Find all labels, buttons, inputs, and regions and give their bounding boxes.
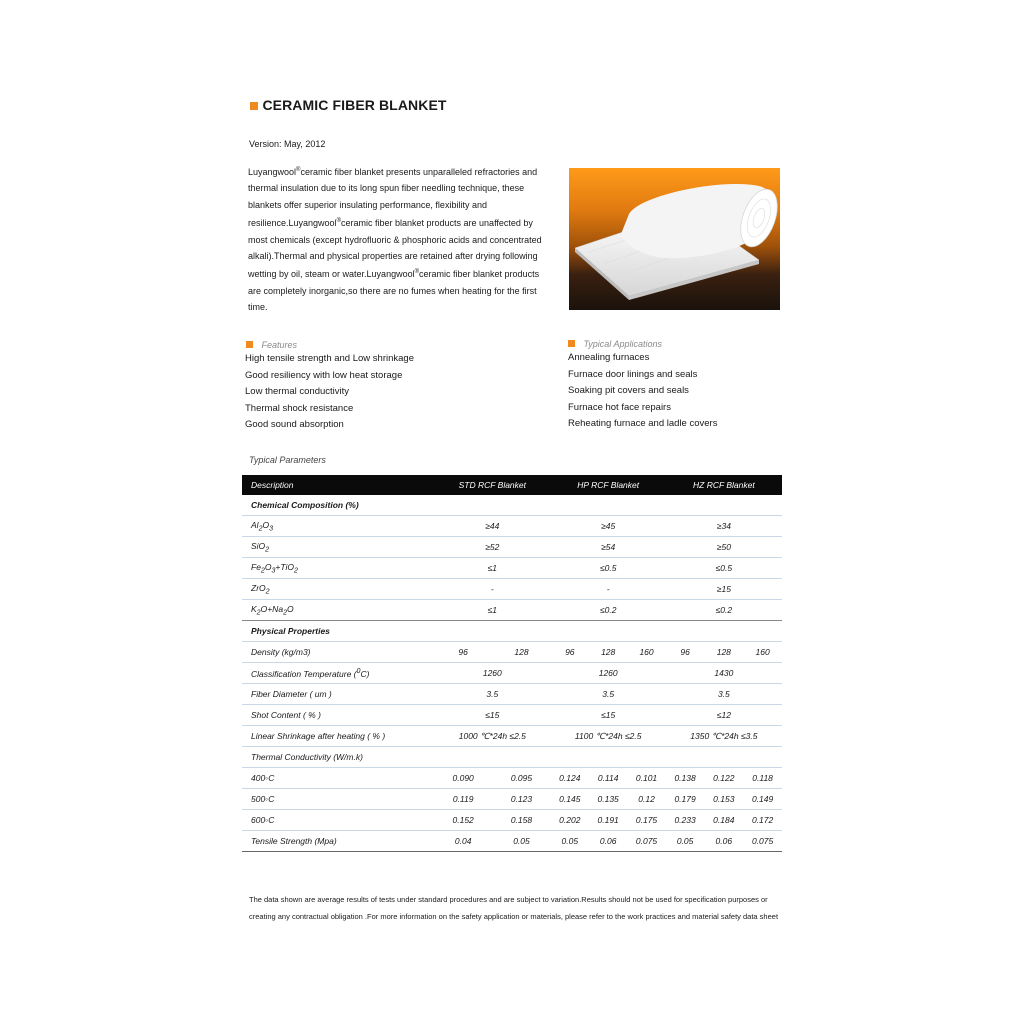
cell: 1430 bbox=[666, 663, 782, 684]
cell: ≤0.5 bbox=[551, 558, 666, 579]
cell: 0.202 bbox=[551, 810, 589, 831]
table-row bbox=[242, 558, 782, 579]
cell: 128 bbox=[589, 642, 627, 663]
cell: 0.138 bbox=[666, 768, 705, 789]
row-label: Density (kg/m3) bbox=[242, 642, 434, 663]
params-title: Typical Parameters bbox=[249, 455, 326, 465]
cell: 0.090 bbox=[434, 768, 492, 789]
cell: ≥15 bbox=[666, 579, 782, 600]
table-row bbox=[242, 579, 782, 600]
features-bullet-icon bbox=[246, 341, 253, 348]
cell: 160 bbox=[743, 642, 782, 663]
cell: - bbox=[434, 579, 551, 600]
row-label: $K_2O+Na_2O$ bbox=[242, 600, 434, 621]
cell: 96 bbox=[666, 642, 705, 663]
list-item: Low thermal conductivity bbox=[245, 386, 350, 398]
cell: 1100 ℃*24h ≤2.5 bbox=[551, 726, 666, 747]
intro-paragraph: Luyangwool®ceramic fiber blanket presents unparalleled refractories and thermal insulation due to its long spun fiber needling technique, these blankets offer superior insulating performance, flexibility and resilience.Luyangwool®ceramic fiber blanket products are unaffected by most chemicals (except hydrofluoric & phosphoric acids and concentrated alkali).Thermal and physical properties are retained after drying following wetting by oil, steam or water.Luyangwool®ceramic fiber blanket products are completely inorganic,so there are no fumes when heating for the first time. bbox=[248, 167, 542, 313]
cell: 0.153 bbox=[704, 789, 743, 810]
cell: ≥50 bbox=[666, 537, 782, 558]
cell: ≤0.2 bbox=[551, 600, 666, 621]
cell: ≤1 bbox=[434, 600, 551, 621]
version-text: Version: May, 2012 bbox=[249, 139, 326, 149]
cell: 0.123 bbox=[492, 789, 550, 810]
list-item: Annealing furnaces bbox=[568, 352, 650, 363]
phys-section-title: Physical Properties bbox=[242, 621, 782, 642]
cell: 0.122 bbox=[704, 768, 743, 789]
table-row bbox=[242, 726, 782, 747]
table-row bbox=[242, 831, 782, 852]
cell: - bbox=[551, 579, 666, 600]
row-label: Shot Content ( % ) bbox=[242, 705, 434, 726]
cell: 1000 ℃*24h ≤2.5 bbox=[434, 726, 551, 747]
col-header-hp: HP RCF Blanket bbox=[551, 475, 666, 495]
col-header-hz: HZ RCF Blanket bbox=[666, 475, 782, 495]
col-header-description: Description bbox=[242, 475, 434, 495]
features-list bbox=[245, 351, 414, 434]
table-row bbox=[242, 789, 782, 810]
page-title-block bbox=[250, 97, 447, 115]
applications-title: Typical Applications bbox=[583, 339, 662, 349]
cell: 0.119 bbox=[434, 789, 492, 810]
cell: 0.179 bbox=[666, 789, 705, 810]
table-header-row bbox=[242, 475, 782, 495]
cell: ≤1 bbox=[434, 558, 551, 579]
cell: ≥44 bbox=[434, 516, 551, 537]
cell: 0.095 bbox=[492, 768, 550, 789]
cell: ≤0.2 bbox=[666, 600, 782, 621]
cell: ≤15 bbox=[434, 705, 551, 726]
row-label: Linear Shrinkage after heating ( % ) bbox=[242, 726, 434, 747]
applications-list bbox=[568, 350, 717, 433]
cell: 0.06 bbox=[704, 831, 743, 852]
product-photo bbox=[569, 168, 780, 310]
cell: 3.5 bbox=[434, 684, 551, 705]
cell: ≥45 bbox=[551, 516, 666, 537]
row-label: Tensile Strength (Mpa) bbox=[242, 831, 434, 852]
cell: 0.04 bbox=[434, 831, 492, 852]
table-row bbox=[242, 600, 782, 621]
cell: ≥34 bbox=[666, 516, 782, 537]
page-title: CERAMIC FIBER BLANKET bbox=[262, 97, 447, 113]
cell: 128 bbox=[492, 642, 550, 663]
cell: 1260 bbox=[551, 663, 666, 684]
applications-bullet-icon bbox=[568, 340, 575, 347]
cell: ≥52 bbox=[434, 537, 551, 558]
row-label: Classification Temperature ($^0$C) bbox=[242, 663, 434, 684]
cell: 0.075 bbox=[743, 831, 782, 852]
list-item: Reheating furnace and ladle covers bbox=[568, 418, 718, 430]
cell: ≤0.5 bbox=[666, 558, 782, 579]
table-row bbox=[242, 705, 782, 726]
cell: 128 bbox=[704, 642, 743, 663]
cell: 0.06 bbox=[589, 831, 627, 852]
cell: 3.5 bbox=[551, 684, 666, 705]
cell: 0.124 bbox=[551, 768, 589, 789]
cell: 0.191 bbox=[589, 810, 627, 831]
footnote: The data shown are average results of tests under standard procedures and are subject to variation.Results should not be used for specification purposes or creating any contractual obligation .For more information on the safety application or materials, please refer to the work practices and material safety data sheet bbox=[249, 895, 779, 921]
row-label: SiO$_2$ bbox=[242, 537, 434, 558]
row-label: $Al_2O_3$ bbox=[242, 516, 434, 537]
cell: 0.05 bbox=[492, 831, 550, 852]
list-item: Good sound absorption bbox=[245, 419, 344, 431]
cell: 0.172 bbox=[743, 810, 782, 831]
table-row bbox=[242, 810, 782, 831]
cell: 0.135 bbox=[589, 789, 627, 810]
cell: 0.12 bbox=[627, 789, 665, 810]
cell: ≥54 bbox=[551, 537, 666, 558]
table-row bbox=[242, 516, 782, 537]
params-table bbox=[242, 475, 782, 852]
title-bullet-icon bbox=[250, 102, 258, 110]
cell: 1350 ℃*24h ≤3.5 bbox=[666, 726, 782, 747]
thermal-section-title: Thermal Conductivity (W/m.k) bbox=[242, 747, 782, 768]
table-row bbox=[242, 495, 782, 516]
cell: 0.075 bbox=[627, 831, 665, 852]
cell: 0.114 bbox=[589, 768, 627, 789]
list-item: Soaking pit covers and seals bbox=[568, 385, 689, 397]
table-row bbox=[242, 663, 782, 684]
table-row bbox=[242, 684, 782, 705]
list-item: Good resiliency with low heat storage bbox=[245, 369, 403, 381]
cell: 96 bbox=[551, 642, 589, 663]
table-row bbox=[242, 642, 782, 663]
cell: 0.152 bbox=[434, 810, 492, 831]
cell: 0.05 bbox=[551, 831, 589, 852]
cell: 0.175 bbox=[627, 810, 665, 831]
table-row bbox=[242, 768, 782, 789]
list-item: Furnace door linings and seals bbox=[568, 368, 698, 380]
table-row bbox=[242, 747, 782, 768]
cell: 0.05 bbox=[666, 831, 705, 852]
cell: 3.5 bbox=[666, 684, 782, 705]
cell: ≤15 bbox=[551, 705, 666, 726]
row-label: ZrO$_2$ bbox=[242, 579, 434, 600]
row-label: 500◦C bbox=[242, 789, 434, 810]
cell: 0.158 bbox=[492, 810, 550, 831]
cell: 0.233 bbox=[666, 810, 705, 831]
cell: 96 bbox=[434, 642, 492, 663]
blanket-roll-illustration bbox=[569, 168, 780, 310]
list-item: High tensile strength and Low shrinkage bbox=[245, 353, 414, 364]
cell: 0.145 bbox=[551, 789, 589, 810]
cell: 1260 bbox=[434, 663, 551, 684]
cell: 0.184 bbox=[704, 810, 743, 831]
table-row bbox=[242, 621, 782, 642]
cell: 0.118 bbox=[743, 768, 782, 789]
cell: 0.149 bbox=[743, 789, 782, 810]
row-label: Fiber Diameter ( um ) bbox=[242, 684, 434, 705]
row-label: 600◦C bbox=[242, 810, 434, 831]
cell: 160 bbox=[627, 642, 665, 663]
table-row bbox=[242, 537, 782, 558]
col-header-std: STD RCF Blanket bbox=[434, 475, 551, 495]
features-title: Features bbox=[261, 340, 297, 350]
row-label: $Fe_2O_3+TiO_2$ bbox=[242, 558, 434, 579]
chem-section-title: Chemical Composition (%) bbox=[242, 495, 782, 516]
list-item: Thermal shock resistance bbox=[245, 402, 354, 414]
cell: ≤12 bbox=[666, 705, 782, 726]
row-label: 400◦C bbox=[242, 768, 434, 789]
cell: 0.101 bbox=[627, 768, 665, 789]
list-item: Furnace hot face repairs bbox=[568, 401, 671, 413]
